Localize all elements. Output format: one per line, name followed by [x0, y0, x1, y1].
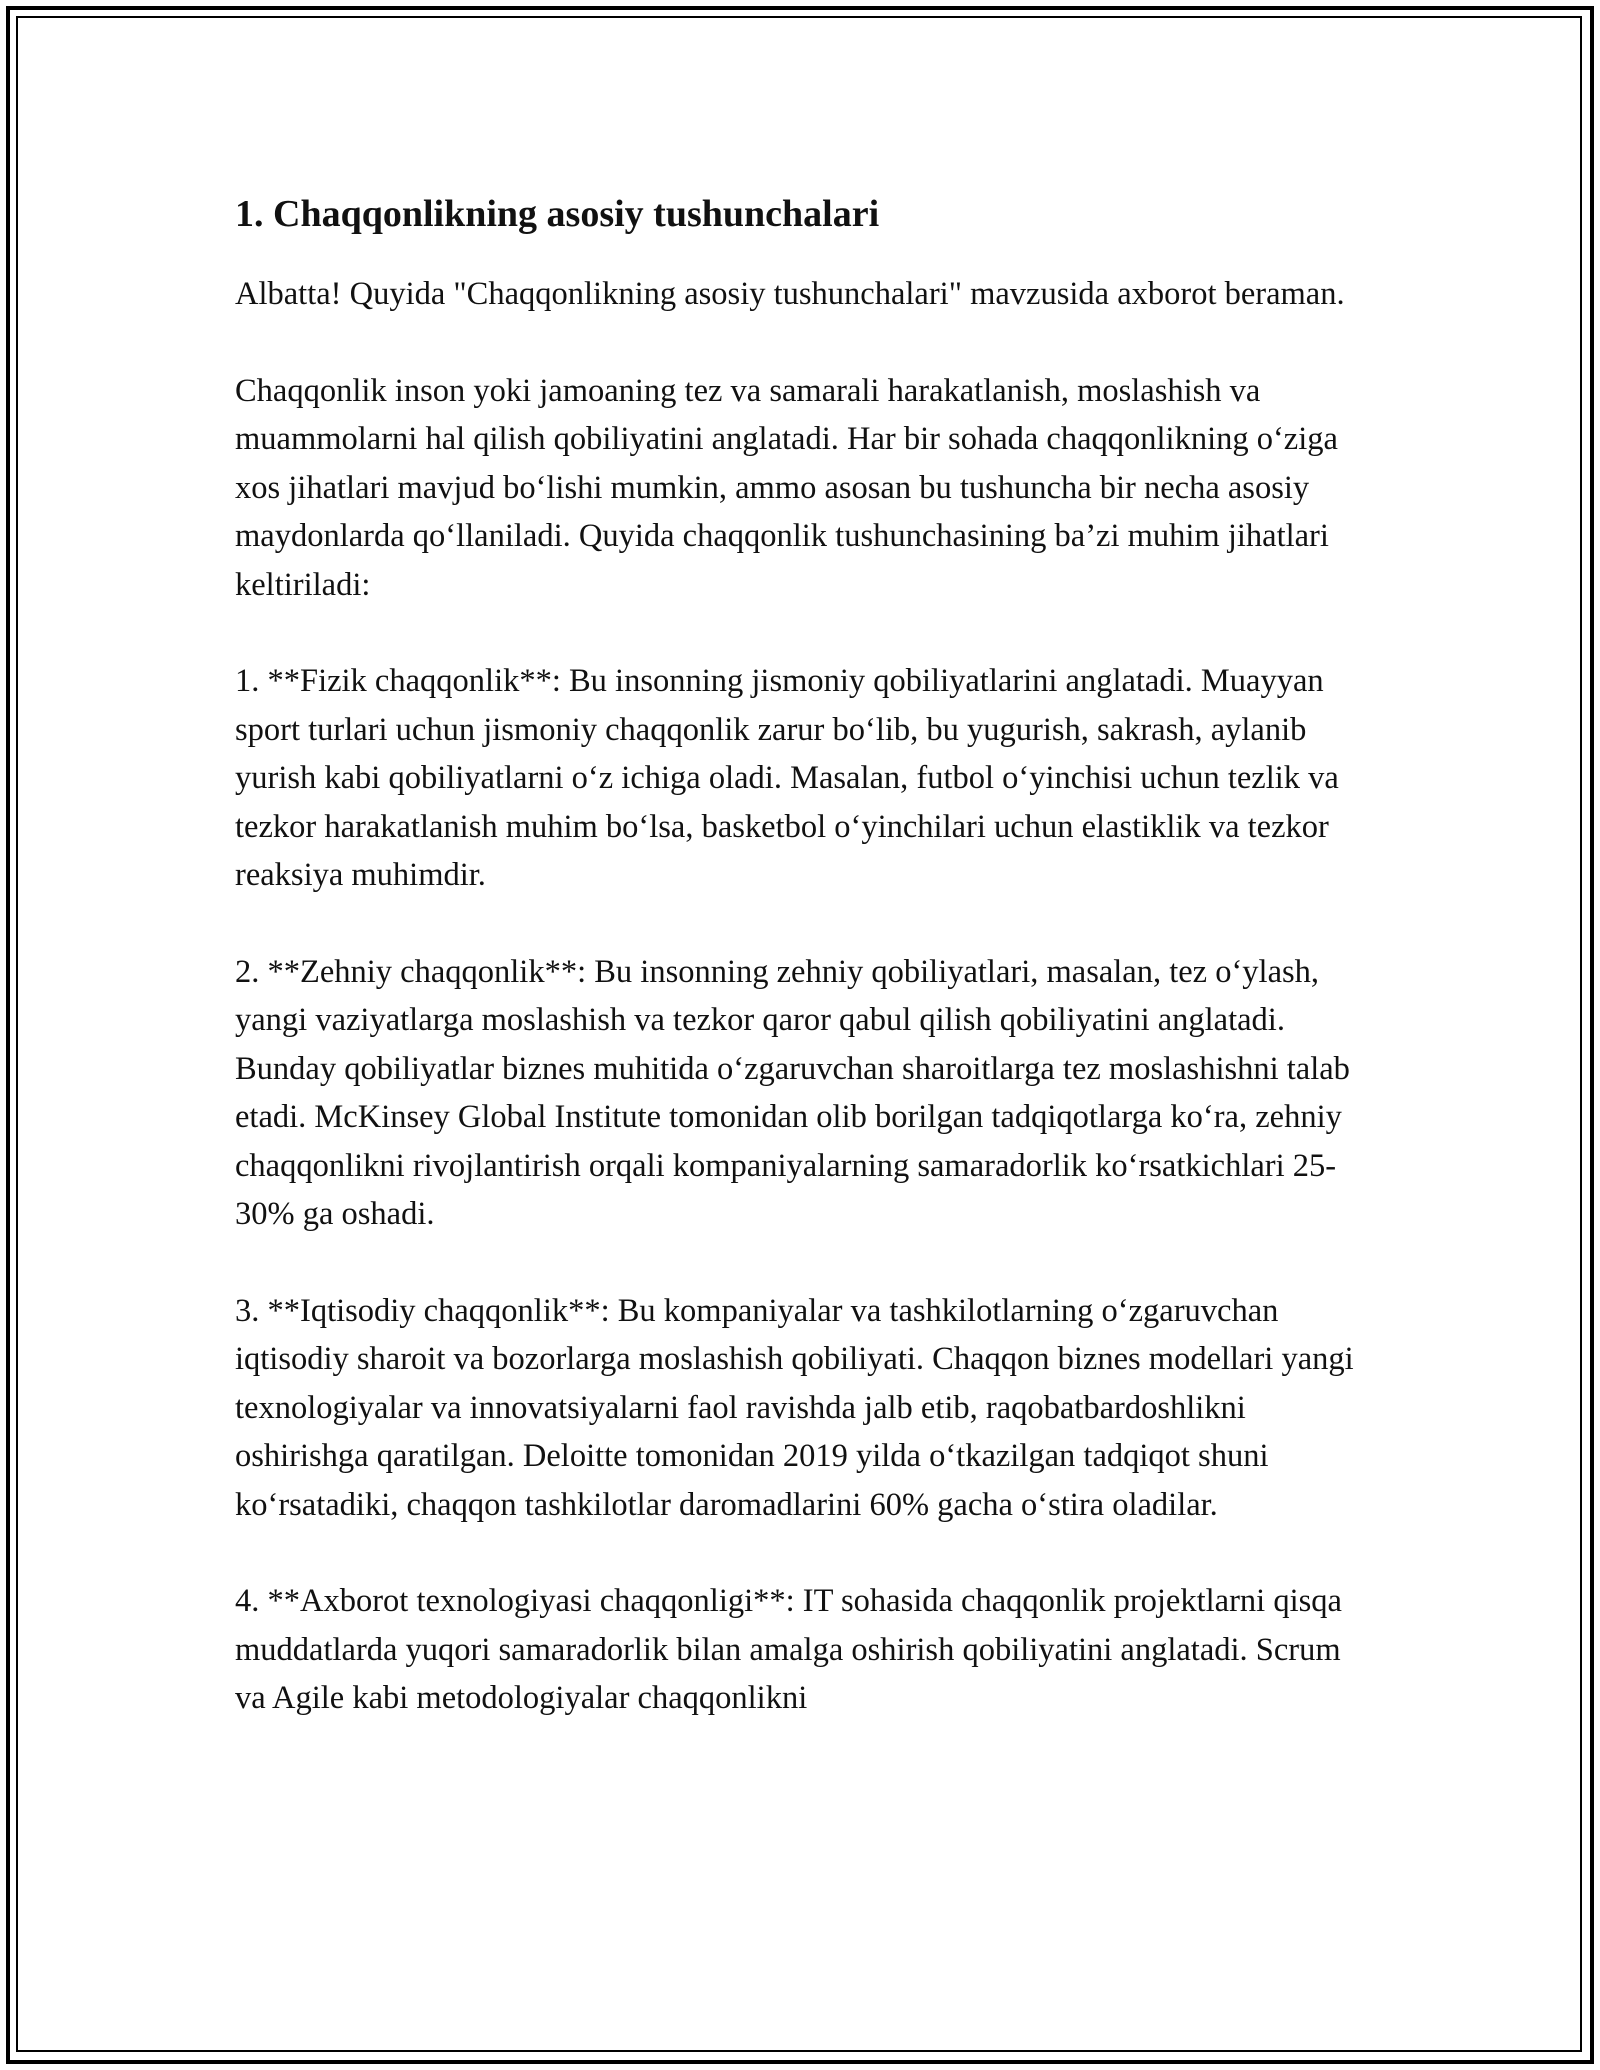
it-agility-paragraph: 4. **Axborot texnologiyasi chaqqonligi**: IT sohasida chaqqonlik projektlarni qisqa muddatlarda yuqori samaradorlik bilan amalga oshirish qobiliyatini anglatadi. Scrum va Agile kabi metodologiyalar chaqqonlikni [235, 1583, 1342, 1716]
mental-agility-paragraph: 2. **Zehniy chaqqonlik**: Bu insonning zehniy qobiliyatlari, masalan, tez o‘ylash, yangi vaziyatlarga moslashish va tezkor qaror qabul qilish qobiliyatini anglatadi. Bunday qobiliyatlar biznes muhitida o‘zgaruvchan sharoitlarga tez moslashishni talab etadi. McKinsey Global Institute tomonidan olib borilgan tadqiqotlarga ko‘ra, zehniy chaqqonlikni rivojlantirish orqali kompaniyalarning samaradorlik ko‘rsatkichlari 25-30% ga oshadi. [235, 953, 1350, 1232]
definition-paragraph: Chaqqonlik inson yoki jamoaning tez va samarali harakatlanish, moslashish va muammolarni hal qilish qobiliyatini anglatadi. Har bir sohada chaqqonlikning o‘ziga xos jihatlari mavjud bo‘lishi mumkin, ammo asosan bu tushuncha bir necha asosiy maydonlarda qo‘llaniladi. Quyida chaqqonlik tushunchasining ba’zi muhim jihatlari keltiriladi: [235, 372, 1338, 603]
section-heading: 1. Chaqqonlikning asosiy tushunchalari [235, 193, 880, 235]
physical-agility-paragraph: 1. **Fizik chaqqonlik**: Bu insonning jismoniy qobiliyatlarini anglatadi. Muayyan sport turlari uchun jismoniy chaqqonlik zarur bo‘lib, bu yugurish, sakrash, aylanib yurish kabi qobiliyatlarni o‘z ichiga oladi. Masalan, futbol o‘yinchisi uchun tezlik va tezkor harakatlanish muhim bo‘lsa, basketbol o‘yinchilari uchun elastiklik va tezkor reaksiya muhimdir. [235, 663, 1339, 893]
economic-agility-paragraph: 3. **Iqtisodiy chaqqonlik**: Bu kompaniyalar va tashkilotlarning o‘zgaruvchan iqtisodiy sharoit va bozorlarga moslashish qobiliyati. Chaqqon biznes modellari yangi texnologiyalar va innovatsiyalarni faol ravishda jalb etib, raqobatbardoshlikni oshirishga qaratilgan. Deloitte tomonidan 2019 yilda o‘tkazilgan tadqiqot shuni ko‘rsatadiki, chaqqon tashkilotlar daromadlarini 60% gacha o‘stira oladilar. [235, 1292, 1354, 1523]
intro-paragraph: Albatta! Quyida "Chaqqonlikning asosiy tushunchalari" mavzusida axborot beraman. [235, 276, 1345, 312]
document-body [235, 190, 1375, 1771]
